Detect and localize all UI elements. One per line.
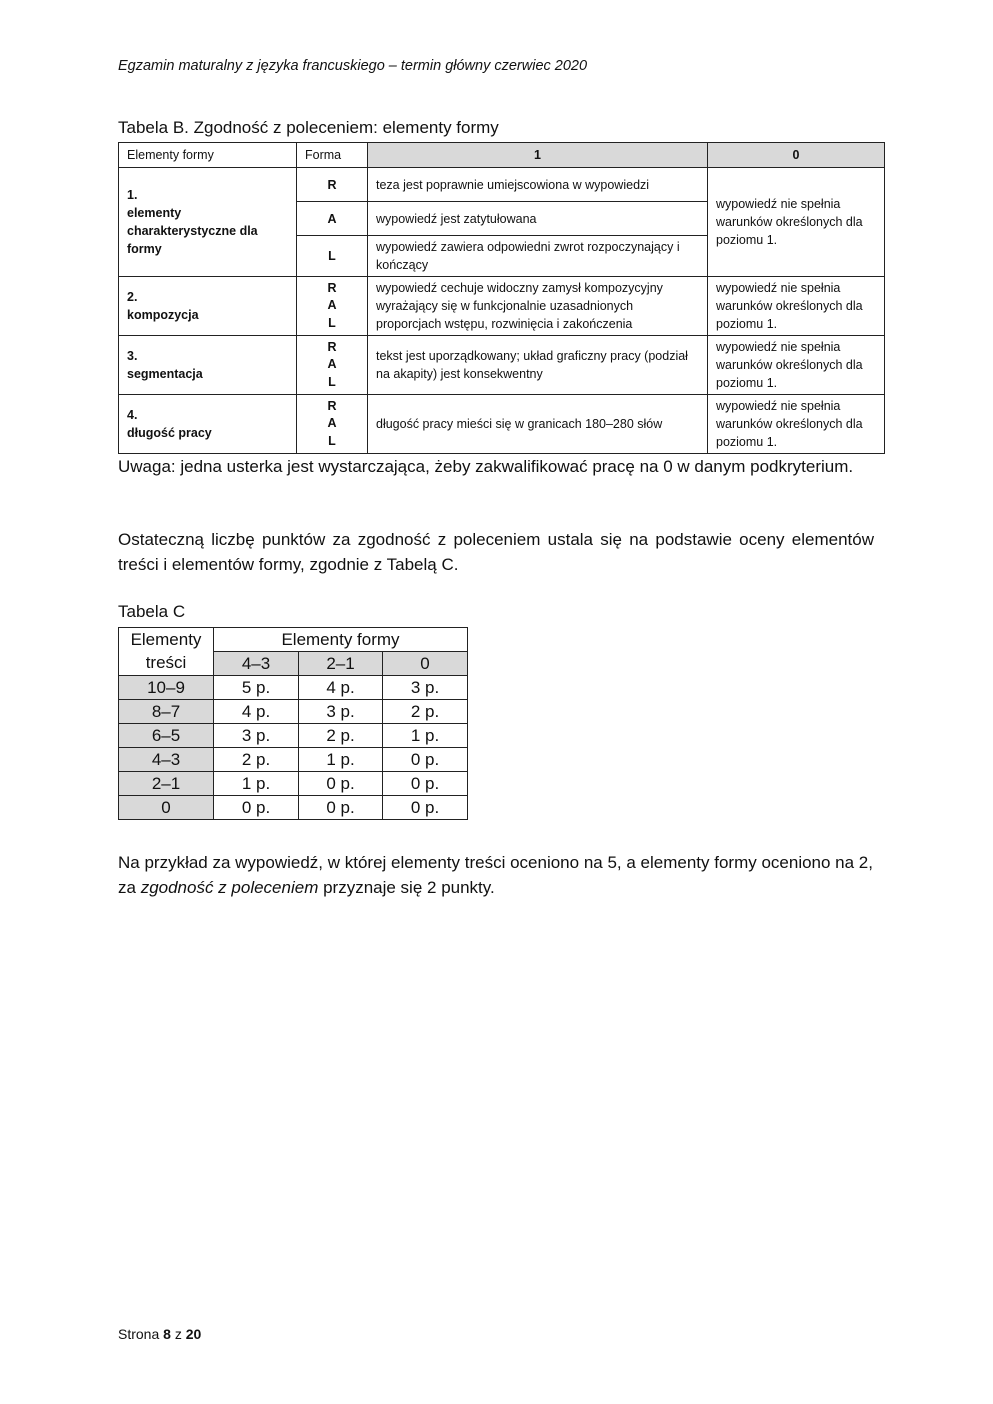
criterion-desc: tekst jest uporządkowany; układ graficzny pracy (podział na akapity) jest konsekwentny (368, 336, 708, 395)
table-cell: 1 p. (299, 748, 383, 772)
table-row (119, 748, 468, 772)
row-label: 8–7 (119, 700, 214, 724)
table-cell: 0 p. (299, 796, 383, 820)
criterion-zero: wypowiedź nie spełnia warunków określonych dla poziomu 1. (708, 277, 885, 336)
criterion-name: elementy charakterystyczne dla formy (127, 206, 258, 256)
footer-page-total: 20 (185, 1326, 202, 1342)
table-cell: 3 p. (214, 724, 299, 748)
forma-cell: L (297, 236, 368, 277)
table-row (119, 676, 468, 700)
row-label: 0 (119, 796, 214, 820)
table-cell: 0 p. (383, 772, 468, 796)
table-c-corner-top: Elementy (119, 628, 214, 652)
forma-letter: A (327, 357, 337, 372)
table-c-corner-bottom: treści (119, 652, 214, 676)
forma-cell: R (297, 168, 368, 202)
criterion-2 (119, 277, 297, 336)
forma-letter: R (327, 280, 337, 295)
example-text-italic: zgodność z poleceniem (140, 878, 319, 897)
criterion-num: 2. (127, 290, 138, 304)
forma-letter: R (327, 398, 337, 413)
page-footer (118, 1326, 201, 1342)
criterion-desc: wypowiedź jest zatytułowana (368, 202, 708, 236)
note-paragraph: Uwaga: jedna usterka jest wystarczająca, żeby zakwalifikować pracę na 0 w danym podkryterium. (118, 457, 854, 476)
criterion-num: 3. (127, 349, 138, 363)
criterion-desc: wypowiedź zawiera odpowiedni zwrot rozpoczynający i kończący (368, 236, 708, 277)
forma-cell (297, 277, 368, 336)
criterion-3 (119, 336, 297, 395)
forma-letter: A (327, 416, 337, 431)
table-c-col-header: 0 (383, 652, 468, 676)
forma-cell (297, 395, 368, 454)
table-row (119, 796, 468, 820)
table-cell: 3 p. (299, 700, 383, 724)
footer-mid: z (170, 1326, 186, 1342)
criterion-desc: długość pracy mieści się w granicach 180–280 słów (368, 395, 708, 454)
criterion-num: 1. (127, 188, 138, 202)
forma-letter: L (328, 433, 336, 448)
table-cell: 2 p. (214, 748, 299, 772)
forma-letter: L (328, 315, 336, 330)
footer-prefix: Strona (118, 1326, 164, 1342)
table-cell: 2 p. (383, 700, 468, 724)
footer-page-number: 8 (163, 1326, 171, 1342)
table-c-col-header: 2–1 (299, 652, 383, 676)
criterion-zero: wypowiedź nie spełnia warunków określonych dla poziomu 1. (708, 168, 885, 277)
table-cell: 1 p. (214, 772, 299, 796)
table-b-caption: Tabela B. Zgodność z poleceniem: elementy formy (118, 118, 499, 137)
example-paragraph (118, 850, 874, 900)
table-cell: 2 p. (299, 724, 383, 748)
criterion-4 (119, 395, 297, 454)
example-text-before: Na przykład za wypowiedź, w której elementy treści oceniono na 5, a elementy formy oceniono na 2, za (118, 853, 873, 897)
criterion-desc: teza jest poprawnie umiejscowiona w wypowiedzi (368, 168, 708, 202)
row-label: 4–3 (119, 748, 214, 772)
criterion-desc: wypowiedź cechuje widoczny zamysł kompozycyjny wyrażający się w funkcjonalnie uzasadnionych proporcjach wstępu, rozwinięcia i zakończenia (368, 277, 708, 336)
table-cell: 0 p. (214, 796, 299, 820)
table-cell: 4 p. (214, 700, 299, 724)
table-c-caption: Tabela C (118, 602, 186, 621)
criterion-name: kompozycja (127, 308, 199, 322)
row-label: 10–9 (119, 676, 214, 700)
criterion-zero: wypowiedź nie spełnia warunków określonych dla poziomu 1. (708, 336, 885, 395)
forma-letter: R (327, 339, 337, 354)
table-cell: 5 p. (214, 676, 299, 700)
table-cell: 4 p. (299, 676, 383, 700)
table-b-header-elementy: Elementy formy (119, 143, 297, 168)
table-c (118, 627, 468, 820)
table-row (119, 700, 468, 724)
page-header: Egzamin maturalny z języka francuskiego – termin główny czerwiec 2020 (118, 58, 588, 74)
example-text-after: przyznaje się 2 punkty. (318, 878, 495, 897)
criterion-1 (119, 168, 297, 277)
forma-cell: A (297, 202, 368, 236)
table-b-header-forma: Forma (297, 143, 368, 168)
table-cell: 1 p. (383, 724, 468, 748)
criterion-name: długość pracy (127, 426, 212, 440)
table-cell: 3 p. (383, 676, 468, 700)
row-label: 6–5 (119, 724, 214, 748)
table-b-header-0: 0 (708, 143, 885, 168)
table-row (119, 772, 468, 796)
rule-paragraph: Ostateczną liczbę punktów za zgodność z poleceniem ustala się na podstawie oceny elementów treści i elementów formy, zgodnie z Tabelą C. (118, 530, 874, 574)
table-c-col-header: 4–3 (214, 652, 299, 676)
table-cell: 0 p. (383, 796, 468, 820)
forma-cell (297, 336, 368, 395)
forma-letter: L (328, 374, 336, 389)
table-b (118, 142, 885, 454)
table-cell: 0 p. (383, 748, 468, 772)
criterion-name: segmentacja (127, 367, 203, 381)
table-c-group-header: Elementy formy (214, 628, 468, 652)
criterion-zero: wypowiedź nie spełnia warunków określonych dla poziomu 1. (708, 395, 885, 454)
table-b-header-1: 1 (368, 143, 708, 168)
criterion-num: 4. (127, 408, 138, 422)
forma-letter: A (327, 298, 337, 313)
table-cell: 0 p. (299, 772, 383, 796)
table-row (119, 724, 468, 748)
row-label: 2–1 (119, 772, 214, 796)
